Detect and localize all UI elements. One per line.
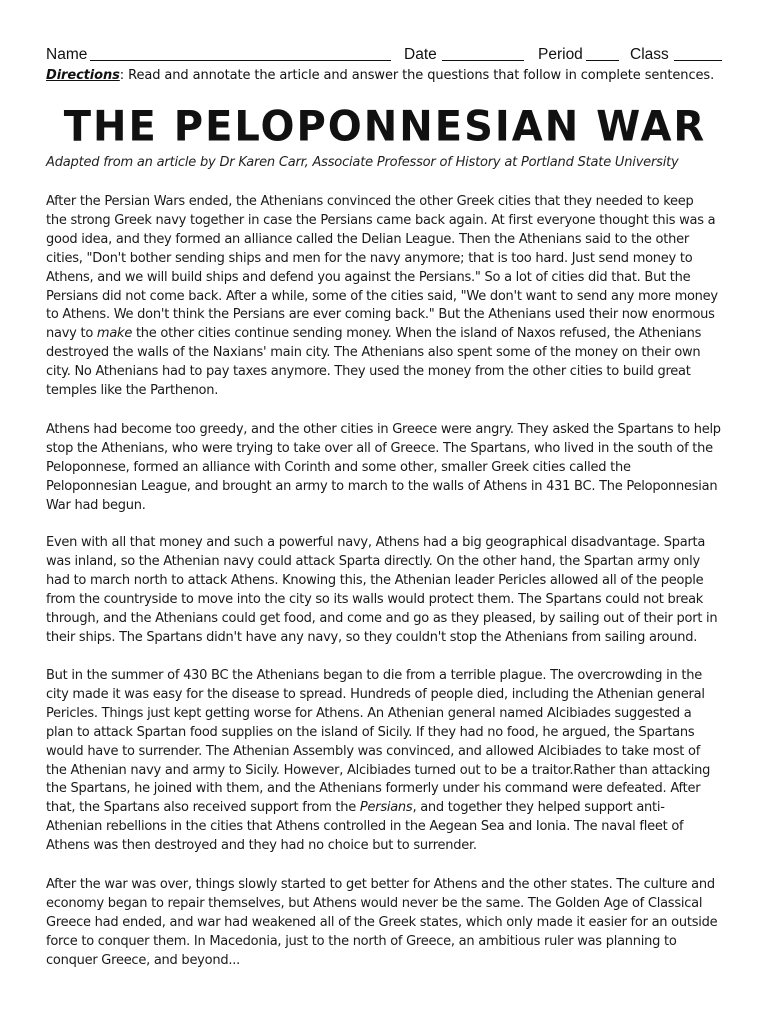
text-line: Even with all that money and such a powerful navy, Athens had a big geographical disadvantage. Sparta [46, 535, 706, 550]
text-line: Athens had become too greedy, and the other cities in Greece were angry. They asked the Spartans to help [46, 422, 721, 437]
text-line: to Athens. We don't think the Persians are ever coming back." But the Athenians used their now enormous [46, 307, 715, 323]
text-line: was inland, so the Athenian navy could attack Sparta directly. On the other hand, the Spartan army only [46, 553, 700, 569]
text-run: navy to [46, 326, 97, 342]
text-line: had to march north to attack Athens. Knowing this, the Athenian leader Pericles allowed all of the people [46, 572, 704, 588]
name-blank [90, 46, 391, 61]
text-line [46, 799, 736, 818]
student-info-row [46, 46, 726, 66]
text-line: Persians did not come back. After a while, some of the cities said, "We don't want to send any more money [46, 288, 718, 304]
text-line: stop the Athenians, who were trying to take over all of Greece. The Spartans, who lived in the south of the [46, 440, 713, 456]
date-label: Date [404, 46, 437, 63]
byline: Adapted from an article by Dr Karen Carr, Associate Professor of History at Portland State University [46, 155, 679, 170]
paragraph-1 [46, 193, 736, 401]
text-run: the other cities continue sending money. When the island of Naxos refused, the Athenians [132, 326, 702, 342]
text-line: Athenian rebellions in the cities that Athens controlled in the Aegean Sea and Ionia. The naval fleet of [46, 819, 684, 835]
emphasized-word: make [96, 326, 133, 342]
class-label: Class [630, 46, 669, 63]
directions-text: : Read and annotate the article and answer the questions that follow in complete sentences. [119, 68, 715, 83]
text-line: through, and the Athenians could get food, and come and go as they pleased, by sailing out of their port in [46, 610, 718, 626]
text-line: But in the summer of 430 BC the Athenians began to die from a terrible plague. The overcrowding in the [46, 668, 702, 683]
directions [46, 68, 726, 83]
text-line: After the war was over, things slowly started to get better for Athens and the other states. The culture and [46, 877, 715, 892]
paragraph-5 [46, 876, 736, 971]
text-line: Peloponnese, formed an alliance with Corinth and some other, smaller Greek cities called the [46, 459, 631, 475]
text-line: cities, "Don't bother sending ships and men for the navy anymore; that is too hard. Just send money to [46, 250, 693, 266]
paragraph-4 [46, 667, 736, 856]
text-line: force to conquer them. In Macedonia, just to the north of Greece, an ambitious ruler was planning to [46, 933, 677, 949]
text-line: conquer Greece, and beyond... [46, 952, 240, 968]
text-line: would have to surrender. The Athenian Assembly was convinced, and allowed Alcibiades to take most of [46, 743, 701, 759]
text-line: city. No Athenians had to pay taxes anymore. They used the money from the other cities to build great [46, 364, 691, 380]
text-line: economy began to repair themselves, but Athens would never be the same. The Golden Age of Classical [46, 895, 703, 911]
text-line: Athens, and we will build ships and defend you against the Persians." So a lot of cities did that. But the [46, 269, 691, 285]
period-blank [586, 46, 619, 61]
text-line: from the countryside to move into the city so its walls would protect them. The Spartans could not break [46, 591, 704, 607]
class-blank [674, 46, 722, 61]
text-line: the strong Greek navy together in case the Persians came back again. At first everyone thought this was a [46, 212, 716, 228]
text-line: Greece had ended, and war had weakened all of the Greek states, which only made it easier for an outside [46, 914, 718, 930]
text-run: that, the Spartans also received support from the [46, 800, 360, 816]
period-label: Period [538, 46, 583, 63]
text-line: their ships. The Spartans didn't have any navy, so they couldn't stop the Athenians from sailing around. [46, 629, 698, 645]
text-line: Peloponnesian League, and brought an army to march to the walls of Athens in 431 BC. The Peloponnesian [46, 478, 718, 494]
directions-label: Directions [46, 68, 120, 83]
emphasized-word: Persians [359, 800, 413, 816]
paragraph-3 [46, 534, 736, 647]
date-blank [442, 46, 524, 61]
text-line [46, 325, 736, 344]
text-line: good idea, and they formed an alliance called the Delian League. Then the Athenians said to the other [46, 231, 689, 247]
text-line: destroyed the walls of the Naxians' main city. The Athenians also spent some of the money on their own [46, 345, 701, 361]
text-line: Athens was then destroyed and they had no choice but to surrender. [46, 838, 477, 854]
article-title: THE PELOPONNESIAN WAR [63, 102, 707, 152]
text-line: Pericles. Things just kept getting worse for Athens. An Athenian general named Alcibiades suggested a [46, 705, 692, 721]
text-line: the Athenian navy and army to Sicily. However, Alcibiades turned out to be a traitor.Rather than attacking [46, 762, 711, 778]
paragraph-2 [46, 421, 736, 516]
text-line: War had begun. [46, 497, 146, 513]
text-line: the Spartans, he joined with them, and the Athenians formerly under his command were defeated. After [46, 781, 701, 797]
text-line: plan to attack Spartan food supplies on the island of Sicily. If they had no food, he argued, the Spartans [46, 724, 695, 740]
text-run: , and together they helped support anti- [412, 800, 665, 816]
text-line: city made it was easy for the disease to spread. Hundreds of people died, including the Athenian general [46, 686, 705, 702]
name-label: Name [46, 46, 88, 63]
text-line: After the Persian Wars ended, the Athenians convinced the other Greek cities that they needed to keep [46, 194, 694, 209]
text-line: temples like the Parthenon. [46, 383, 219, 399]
